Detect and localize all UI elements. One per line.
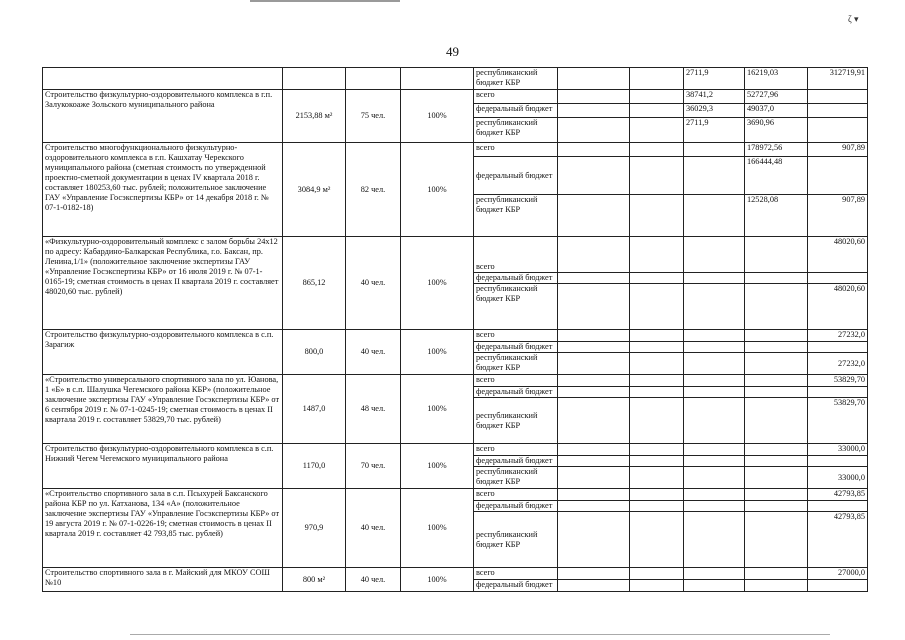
value-cell: 3690,96 <box>745 118 808 143</box>
value-cell: 12528,08 <box>745 195 808 237</box>
table-row <box>43 444 868 456</box>
project-name: Строительство спортивного зала в г. Майский для МКОУ СОШ №10 <box>43 568 283 592</box>
project-name: Строительство физкультурно-оздоровительного комплекса в г.п. Залукокоаже Зольского муниципального района <box>43 90 283 143</box>
source-label: всего <box>474 489 558 501</box>
project-name: «Физкультурно-оздоровительный комплекс с залом борьбы 24х12 по адресу: Кабардино-Балкарская Республика, г.о. Баксан, пр. Ленина,1/1» (положительное заключение экспертизы ГАУ «Управление Госэкспертизы КБР» от 16 июля 2019 г. № 07-1-0165-19; сметная стоимость в ценах II квартала 2019 г. составляет 48020,60 тыс. рублей) <box>43 237 283 330</box>
project-area: 1487,0 <box>283 375 346 444</box>
project-percent: 100% <box>401 330 474 375</box>
source-label: всего <box>474 375 558 387</box>
value-cell: 42793,85 <box>808 512 868 568</box>
project-percent: 100% <box>401 375 474 444</box>
source-label: республиканский бюджет КБР <box>474 68 558 90</box>
value-cell: 53829,70 <box>808 375 868 387</box>
project-percent: 100% <box>401 444 474 489</box>
project-name: Строительство физкультурно-оздоровительного комплекса в с.п. Зарагиж <box>43 330 283 375</box>
project-capacity: 75 чел. <box>346 90 401 143</box>
project-area: 800 м² <box>283 568 346 592</box>
table-row <box>43 568 868 580</box>
source-label: республиканский бюджет КБР <box>474 512 558 568</box>
project-capacity: 40 чел. <box>346 568 401 592</box>
table-row <box>43 90 868 104</box>
project-name: «Строительство универсального спортивного зала по ул. Юанова, 1 «Б» в с.п. Шалушка Чегемского района КБР» (положительное заключение экспертизы ГАУ «Управление Госэкспертизы КБР» от 6 сентября 2019 г. № 07-1-0245-19; сметная стоимость в ценах II квартала 2019 г. составляет 53829,70 тыс. рублей) <box>43 375 283 444</box>
source-label: федеральный бюджет <box>474 387 558 398</box>
source-label: федеральный бюджет <box>474 104 558 118</box>
source-label: всего <box>474 568 558 580</box>
table-row <box>43 68 868 90</box>
project-name: Строительство физкультурно-оздоровительного комплекса в с.п. Нижний Чегем Чегемского муниципального района <box>43 444 283 489</box>
project-area: 3084,9 м² <box>283 143 346 237</box>
source-label: федеральный бюджет <box>474 342 558 353</box>
project-area: 1170,0 <box>283 444 346 489</box>
source-label: федеральный бюджет <box>474 501 558 512</box>
value-cell: 27000,0 <box>808 568 868 580</box>
project-area: 2153,88 м² <box>283 90 346 143</box>
source-label: всего <box>474 143 558 157</box>
value-cell: 178972,56 <box>745 143 808 157</box>
project-capacity: 40 чел. <box>346 330 401 375</box>
project-area: 800,0 <box>283 330 346 375</box>
projects-table <box>42 67 868 592</box>
source-label: республиканский бюджет КБР <box>474 467 558 489</box>
value-cell: 38741,2 <box>684 90 745 104</box>
value-cell: 2711,9 <box>684 118 745 143</box>
value-cell: 48020,60 <box>808 284 868 330</box>
project-area: 865,12 <box>283 237 346 330</box>
value-cell: 27232,0 <box>808 353 868 375</box>
table-row <box>43 375 868 387</box>
value-cell: 42793,85 <box>808 489 868 501</box>
project-area: 970,9 <box>283 489 346 568</box>
value-cell: 48020,60 <box>808 237 868 273</box>
page-number: 49 <box>446 44 459 59</box>
project-percent: 100% <box>401 90 474 143</box>
table-row <box>43 489 868 501</box>
table-row <box>43 237 868 273</box>
source-label: федеральный бюджет <box>474 273 558 284</box>
project-capacity: 70 чел. <box>346 444 401 489</box>
source-label: республиканский бюджет КБР <box>474 353 558 375</box>
source-label: всего <box>474 90 558 104</box>
project-name: «Строительство спортивного зала в с.п. Псыхурей Баксанского района КБР по ул. Катханова, 134 «А» (положительное заключение экспертизы ГАУ «Управление Госэкспертизы КБР» от 19 августа 2019 г. № 07-1-0226-19; сметная стоимость в ценах II квартала 2019 г. составляет 42 793,85 тыс. рублей) <box>43 489 283 568</box>
source-label: всего <box>474 444 558 456</box>
value-cell: 49037,0 <box>745 104 808 118</box>
bottom-edge-line <box>130 634 830 635</box>
value-cell: 166444,48 <box>745 157 808 195</box>
project-percent: 100% <box>401 489 474 568</box>
value-cell: 53829,70 <box>808 398 868 444</box>
source-label: республиканский бюджет КБР <box>474 284 558 330</box>
value-cell: 27232,0 <box>808 330 868 342</box>
value-cell: 907,89 <box>808 143 868 157</box>
project-capacity: 82 чел. <box>346 143 401 237</box>
source-label: республиканский бюджет КБР <box>474 398 558 444</box>
table-row <box>43 330 868 342</box>
source-label: республиканский бюджет КБР <box>474 195 558 237</box>
source-label: всего <box>474 237 558 273</box>
project-capacity: 40 чел. <box>346 489 401 568</box>
value-cell: 36029,3 <box>684 104 745 118</box>
project-percent: 100% <box>401 237 474 330</box>
value-cell: 16219,03 <box>745 68 808 90</box>
source-label: федеральный бюджет <box>474 456 558 467</box>
value-cell: 2711,9 <box>684 68 745 90</box>
header-marks: ζ ▾ <box>848 14 859 24</box>
value-cell: 52727,96 <box>745 90 808 104</box>
value-cell: 907,89 <box>808 195 868 237</box>
source-label: всего <box>474 330 558 342</box>
project-percent: 100% <box>401 568 474 592</box>
value-cell: 33000,0 <box>808 467 868 489</box>
source-label: федеральный бюджет <box>474 580 558 592</box>
value-cell: 33000,0 <box>808 444 868 456</box>
value-cell: 312719,91 <box>808 68 868 90</box>
project-name: Строительство многофункционального физкультурно-оздоровительного комплекса в г.п. Кашхатау Черекского муниципального района (сметная стоимость по утвержденной проектно-сметной документации в ценах IV квартала 2018 г. составляет 180253,60 тыс. рублей; положительное заключение ГАУ «Управление Госэкспертизы КБР» от 14 декабря 2018 г. № 07-1-0182-18) <box>43 143 283 237</box>
project-percent: 100% <box>401 143 474 237</box>
table-row <box>43 143 868 157</box>
project-capacity: 48 чел. <box>346 375 401 444</box>
top-edge-line <box>250 0 400 2</box>
source-label: федеральный бюджет <box>474 157 558 195</box>
source-label: республиканский бюджет КБР <box>474 118 558 143</box>
project-capacity: 40 чел. <box>346 237 401 330</box>
